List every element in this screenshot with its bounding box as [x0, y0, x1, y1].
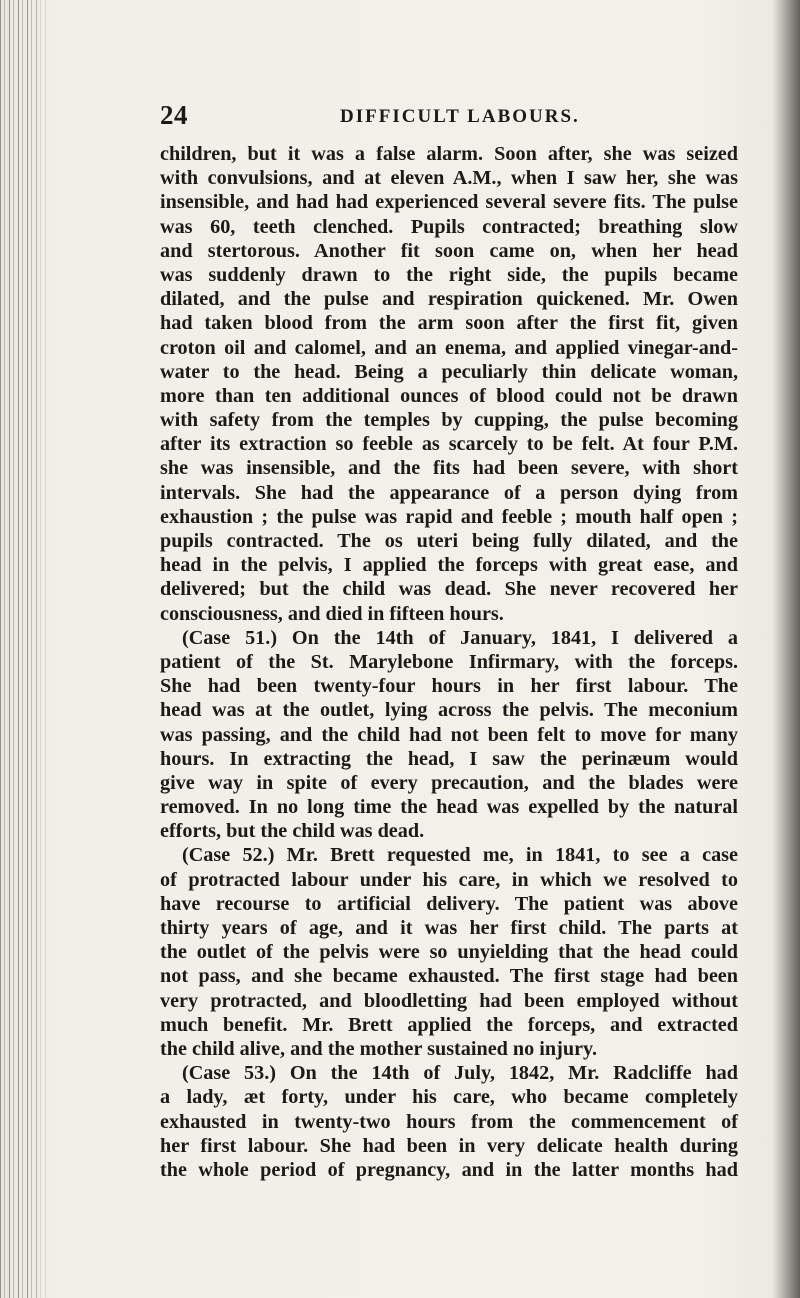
text-line: was suddenly drawn to the right side, the pupils became: [160, 263, 738, 286]
text-line: delivered; but the child was dead. She never recovered her: [160, 578, 738, 601]
text-line: of protracted labour under his care, in which we resolved to: [160, 868, 738, 891]
text-line: consciousness, and died in fifteen hours.: [160, 602, 504, 625]
case-52-start: (Case 52.) Mr. Brett requested me, in 1841, to see a case: [182, 844, 738, 867]
page-number: 24: [160, 100, 188, 130]
text-line: the outlet of the pelvis were so unyielding that the head could: [160, 941, 738, 964]
book-binding-edge: [0, 0, 50, 1298]
text-line: with safety from the temples by cupping, the pulse becoming: [160, 409, 738, 432]
text-line: had taken blood from the arm soon after the first fit, given: [160, 312, 738, 335]
text-line: dilated, and the pulse and respiration quickened. Mr. Owen: [160, 288, 738, 311]
text-line: she was insensible, and the fits had been severe, with short: [160, 457, 738, 480]
text-line: pupils contracted. The os uteri being fully dilated, and the: [160, 530, 738, 552]
text-line: insensible, and had had experienced several severe fits. The pulse: [160, 191, 738, 214]
page-shadow-edge: [772, 0, 800, 1298]
text-line: very protracted, and bloodletting had been employed without: [160, 989, 738, 1012]
text-line: after its extraction so feeble as scarcely to be felt. At four P.M.: [160, 433, 738, 456]
text-line: give way in spite of every precaution, and the blades were: [160, 771, 738, 794]
text-line: patient of the St. Marylebone Infirmary, with the forceps.: [160, 650, 738, 673]
running-head: DIFFICULT LABOURS.: [340, 106, 580, 127]
text-line: head in the pelvis, I applied the forceps with great ease, and: [160, 554, 738, 577]
text-line: much benefit. Mr. Brett applied the forceps, and extracted: [160, 1013, 738, 1036]
text-line: head was at the outlet, lying across the pelvis. The meconium: [160, 699, 738, 722]
body-text: [160, 142, 738, 1182]
text-line: children, but it was a false alarm. Soon after, she was seized: [160, 143, 738, 165]
text-line: was passing, and the child had not been felt to move for many: [160, 723, 738, 746]
text-line: a lady, æt forty, under his care, who became completely: [160, 1086, 738, 1109]
text-line: not pass, and she became exhausted. The first stage had been: [160, 965, 738, 988]
case-51-start: (Case 51.) On the 14th of January, 1841, I delivered a: [182, 626, 738, 649]
text-line: and stertorous. Another fit soon came on, when her head: [160, 239, 738, 262]
text-line: exhausted in twenty-two hours from the commencement of: [160, 1110, 738, 1133]
text-line: water to the head. Being a peculiarly thin delicate woman,: [160, 360, 738, 383]
text-line: more than ten additional ounces of blood could not be drawn: [160, 384, 738, 407]
text-line: hours. In extracting the head, I saw the perinæum would: [160, 747, 738, 770]
text-line: thirty years of age, and it was her first child. The parts at: [160, 917, 738, 939]
text-line: with convulsions, and at eleven A.M., when I saw her, she was: [160, 167, 738, 190]
text-line: was 60, teeth clenched. Pupils contracted; breathing slow: [160, 215, 738, 238]
text-line: the child alive, and the mother sustained no injury.: [160, 1037, 598, 1060]
text-line: have recourse to artificial delivery. The patient was above: [160, 892, 738, 915]
text-line: the whole period of pregnancy, and in the latter months had: [160, 1158, 738, 1181]
text-line: intervals. She had the appearance of a person dying from: [160, 481, 738, 504]
text-line: efforts, but the child was dead.: [160, 820, 425, 843]
text-line: her first labour. She had been in very delicate health during: [160, 1134, 738, 1157]
case-53-start: (Case 53.) On the 14th of July, 1842, Mr. Radcliffe had: [182, 1062, 738, 1085]
text-line: She had been twenty-four hours in her first labour. The: [160, 675, 738, 698]
text-line: exhaustion ; the pulse was rapid and feeble ; mouth half open ;: [160, 505, 738, 528]
text-line: removed. In no long time the head was expelled by the natural: [160, 796, 738, 819]
text-line: croton oil and calomel, and an enema, and applied vinegar-and-: [160, 336, 738, 359]
page-header: [160, 100, 740, 130]
